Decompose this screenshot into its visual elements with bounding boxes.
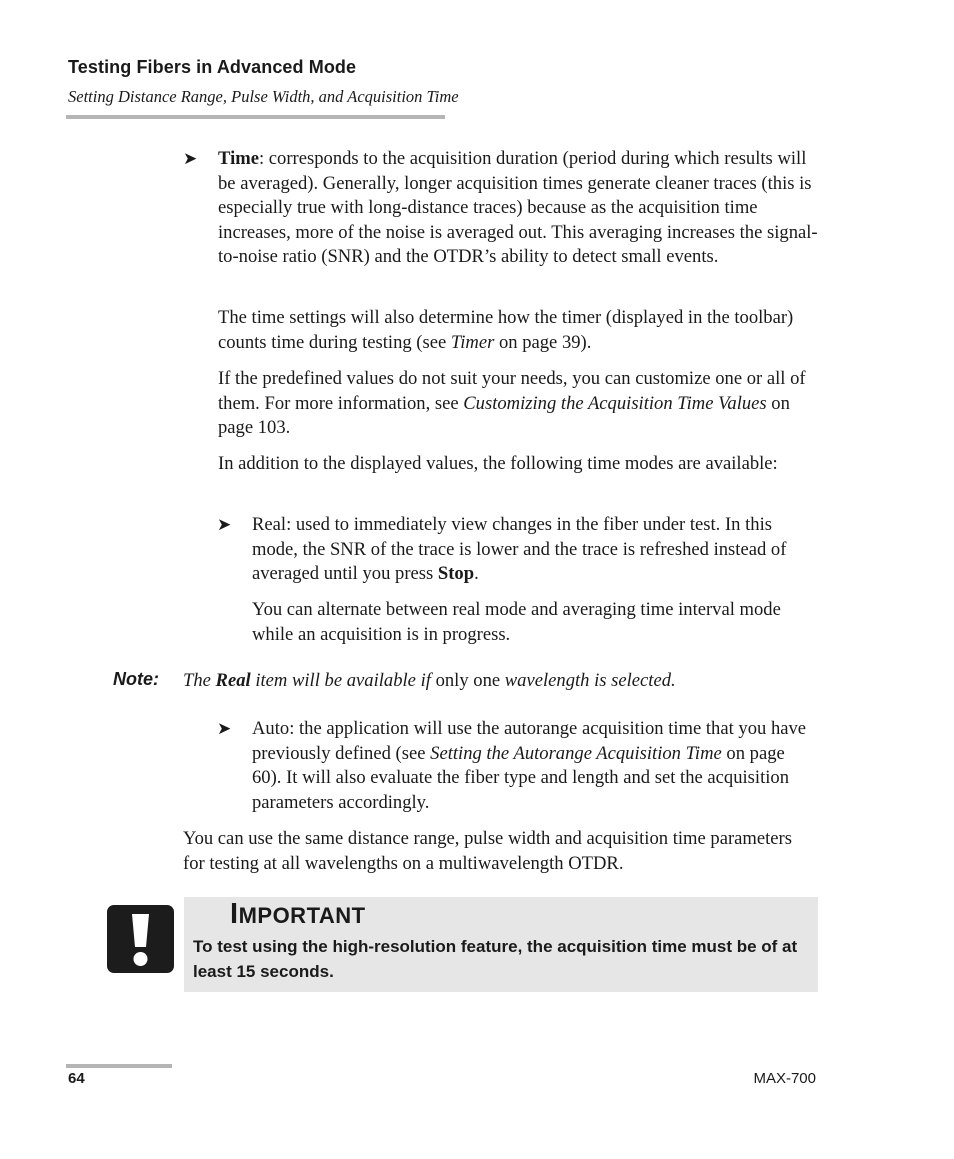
auto-item xyxy=(252,717,818,815)
note-label: Note: xyxy=(113,669,159,689)
running-header-title: Testing Fibers in Advanced Mode xyxy=(68,57,357,77)
note-part-1: The xyxy=(183,670,216,691)
same-parameters-paragraph: You can use the same distance range, pulse width and acquisition time parameters for testing at all wavelengths on a multiwavelength OTDR. xyxy=(183,828,792,874)
time-description: : corresponds to the acquisition duration (period during which results will be averaged). Generally, longer acquisition times generate cleaner traces (this is especially true with long-distance traces) because as the acquisition time increases, more of the noise is averaged out. This averaging increases the signal-to-noise ratio (SNR) and the OTDR’s ability to detect small events. xyxy=(218,148,818,268)
important-heading-rest: MPORTANT xyxy=(238,903,366,928)
bullet-arrow-icon: ➤ xyxy=(217,515,232,534)
note-real-term: Real xyxy=(215,670,251,691)
note-part-plain: only one xyxy=(435,670,501,691)
real-item xyxy=(252,513,818,587)
important-heading xyxy=(230,898,366,931)
important-text: To test using the high-resolution feature, the acquisition time must be of at least 15 seconds. xyxy=(193,937,798,981)
page-number: 64 xyxy=(68,1070,85,1087)
note-part-3: wavelength is selected. xyxy=(500,670,676,691)
timer-paragraph xyxy=(218,306,818,355)
customize-text-before: If the predefined values do not suit your needs, you can customize one or all of them. For more information, see xyxy=(218,368,806,414)
real-text-before: Real: used to immediately view changes in the fiber under test. In this mode, the SNR of the trace is lower and the trace is refreshed instead of averaged until you press xyxy=(252,514,787,585)
time-term: Time xyxy=(218,148,259,169)
note-part-2: item will be available if xyxy=(250,670,436,691)
note-text xyxy=(183,669,676,694)
bullet-arrow-icon: ➤ xyxy=(183,149,198,168)
footer-divider xyxy=(66,1064,172,1068)
running-header-subtitle: Setting Distance Range, Pulse Width, and Acquisition Time xyxy=(68,87,459,106)
stop-term: Stop xyxy=(437,563,475,585)
auto-text-before: Auto: the application will use the autorange acquisition time that you have previously defined (see xyxy=(252,718,807,764)
product-name: MAX-700 xyxy=(753,1070,816,1087)
customize-link[interactable]: Customizing the Acquisition Time Values xyxy=(463,392,767,414)
important-heading-initial: I xyxy=(230,898,239,930)
timer-text-after: on page 39). xyxy=(494,331,592,353)
alternate-paragraph: You can alternate between real mode and averaging time interval mode while an acquisition is in progress. xyxy=(252,599,781,645)
autorange-link[interactable]: Setting the Autorange Acquisition Time xyxy=(430,742,722,764)
exclamation-warning-icon xyxy=(107,905,174,973)
modes-paragraph: In addition to the displayed values, the following time modes are available: xyxy=(218,453,778,474)
bullet-arrow-icon: ➤ xyxy=(217,719,232,738)
real-text-after: . xyxy=(474,563,479,585)
customize-text-after: on page 103. xyxy=(218,392,790,439)
auto-text-after: on page 60). It will also evaluate the fiber type and length and set the acquisition parameters accordingly. xyxy=(252,742,789,813)
customize-paragraph xyxy=(218,367,818,441)
timer-link[interactable]: Timer xyxy=(450,331,495,353)
time-item xyxy=(218,147,818,270)
header-divider xyxy=(66,115,445,119)
timer-text-before: The time settings will also determine how the timer (displayed in the toolbar) counts time during testing (see xyxy=(218,307,794,353)
